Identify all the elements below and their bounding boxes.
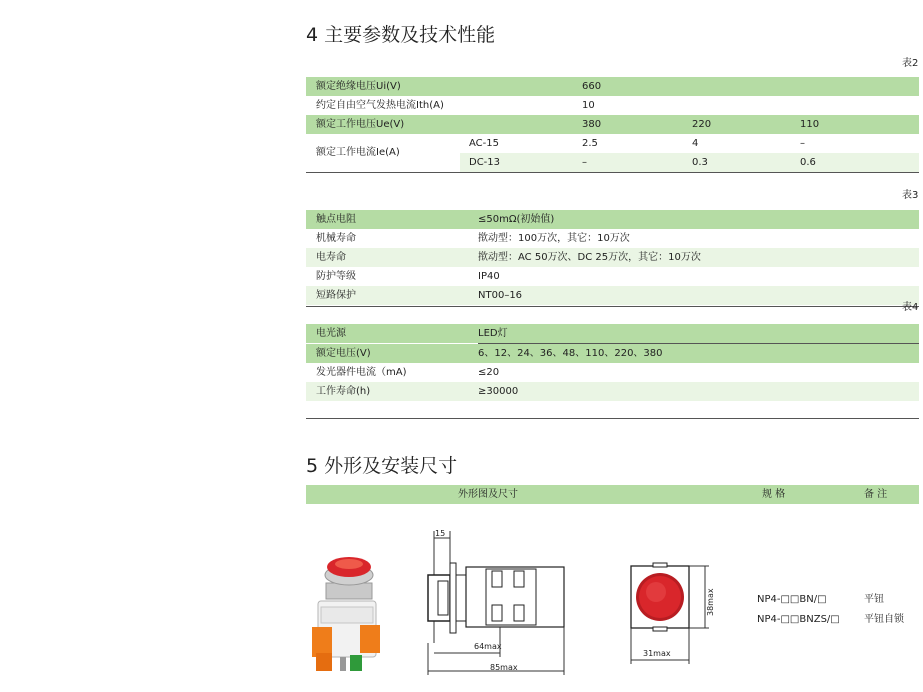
table-row: 短路保护 NT00–16 <box>306 286 919 305</box>
model-note-1: 平钮 <box>864 594 884 605</box>
table-row: 额定工作电压Ue(V) 380 220 110 <box>306 115 919 134</box>
dim-31max: 31max <box>643 649 671 658</box>
header-spec: 规 格 <box>762 489 786 500</box>
table-row: 发光器件电流（mA) ≤20 <box>316 367 500 378</box>
header-note: 备 注 <box>864 489 888 500</box>
table-row: 电光源 LED灯 <box>306 324 919 343</box>
table2-label: 表2 <box>902 58 919 69</box>
current-rows: 额定工作电流Ie(A) AC-15 2.5 4 – DC-13 – 0.3 0.6 <box>306 134 919 172</box>
header-outline: 外形图及尺寸 <box>458 489 518 500</box>
dim-64max: 64max <box>474 642 502 651</box>
current-param: 额定工作电流Ie(A) <box>316 147 400 158</box>
table-row: 触点电阻 ≤50mΩ(初始值) <box>306 210 919 229</box>
front-view-drawing <box>625 560 725 670</box>
dim-15: 15 <box>435 529 446 538</box>
dimensions-table-header <box>306 485 919 504</box>
divider <box>306 172 919 173</box>
dim-85max: 85max <box>490 663 518 672</box>
model-spec-2: NP4-□□BNZS/□ <box>757 614 840 625</box>
table4-label: 表4 <box>902 302 919 313</box>
table-row: 额定电压(V) 6、12、24、36、48、110、220、380 <box>306 344 919 363</box>
table-row: 电寿命 揿动型：AC 50万次、DC 25万次，其它：10万次 <box>306 248 919 267</box>
model-note-2: 平钮自锁 <box>864 614 904 625</box>
side-view-drawing <box>420 525 590 685</box>
section4-title: 4 主要参数及技术性能 <box>306 24 496 46</box>
product-photo <box>308 545 392 675</box>
table-row: 防护等级 IP40 <box>316 271 500 282</box>
divider <box>306 418 919 419</box>
dim-38max: 38max <box>706 588 715 616</box>
table-row: 额定绝缘电压Ui(V) 660 <box>306 77 919 96</box>
model-spec-1: NP4-□□BN/□ <box>757 594 827 605</box>
table-row: 约定自由空气发热电流Ith(A) 10 <box>316 100 595 111</box>
table-row: 工作寿命(h) ≥30000 <box>306 382 919 401</box>
table3-label: 表3 <box>902 190 919 201</box>
table-row: 机械寿命 揿动型：100万次，其它：10万次 <box>316 233 630 244</box>
section5-title: 5 外形及安装尺寸 <box>306 455 458 477</box>
divider <box>306 306 919 307</box>
